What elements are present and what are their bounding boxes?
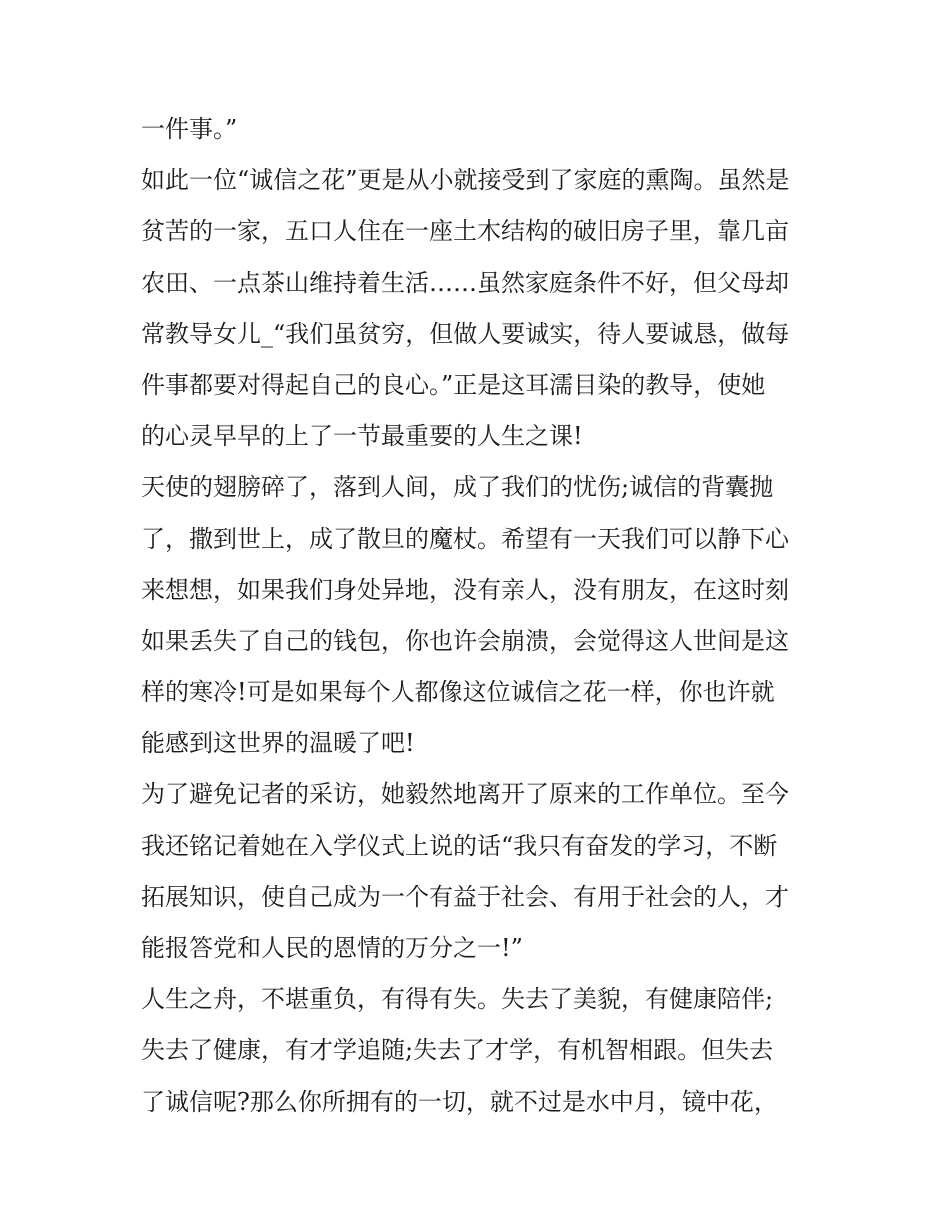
text-line: 为了避免记者的采访，她毅然地离开了原来的工作单位。至今	[141, 780, 789, 809]
text-line: 一件事。”	[141, 115, 238, 143]
text-line: 的心灵早早的上了一节最重要的人生之课!	[141, 422, 583, 451]
text-line: 了诚信呢?那么你所拥有的一切，就不过是水中月，镜中花，	[141, 1087, 778, 1116]
text-line: 了，撒到世上，成了散旦的魔杖。希望有一天我们可以静下心	[141, 524, 789, 553]
text-line: 来想想，如果我们身处异地，没有亲人，没有朋友，在这时刻	[141, 575, 789, 604]
text-line: 如此一位“诚信之花”更是从小就接受到了家庭的熏陶。虽然是	[141, 166, 790, 195]
text-line: 我还铭记着她在入学仪式上说的话“我只有奋发的学习，不断	[141, 831, 778, 860]
text-line: 失去了健康，有才学追随;失去了才学，有机智相跟。但失去	[141, 1036, 774, 1065]
text-line: 常教导女儿_“我们虽贫穷，但做人要诚实，待人要诚恳，做每	[141, 319, 790, 348]
text-line: 农田、一点茶山维持着生活……虽然家庭条件不好，但父母却	[141, 268, 789, 297]
text-line: 贫苦的一家，五口人住在一座土木结构的破旧房子里，靠几亩	[141, 217, 789, 246]
text-line: 人生之舟，不堪重负，有得有失。失去了美貌，有健康陪伴;	[141, 985, 774, 1014]
text-line: 样的寒冷!可是如果每个人都像这位诚信之花一样，你也许就	[141, 678, 775, 707]
text-line: 拓展知识，使自己成为一个有益于社会、有用于社会的人，才	[141, 882, 789, 911]
text-line: 能报答党和人民的恩情的万分之一!”	[141, 934, 523, 962]
text-line: 件事都要对得起自己的良心。”正是这耳濡目染的教导，使她	[141, 370, 766, 399]
text-line: 天使的翅膀碎了，落到人间，成了我们的忧伤;诚信的背囊抛	[141, 473, 774, 502]
text-line: 如果丢失了自己的钱包，你也许会崩溃，会觉得这人世间是这	[141, 626, 789, 655]
body-text	[141, 104, 831, 1128]
text-line: 能感到这世界的温暖了吧!	[141, 729, 415, 758]
